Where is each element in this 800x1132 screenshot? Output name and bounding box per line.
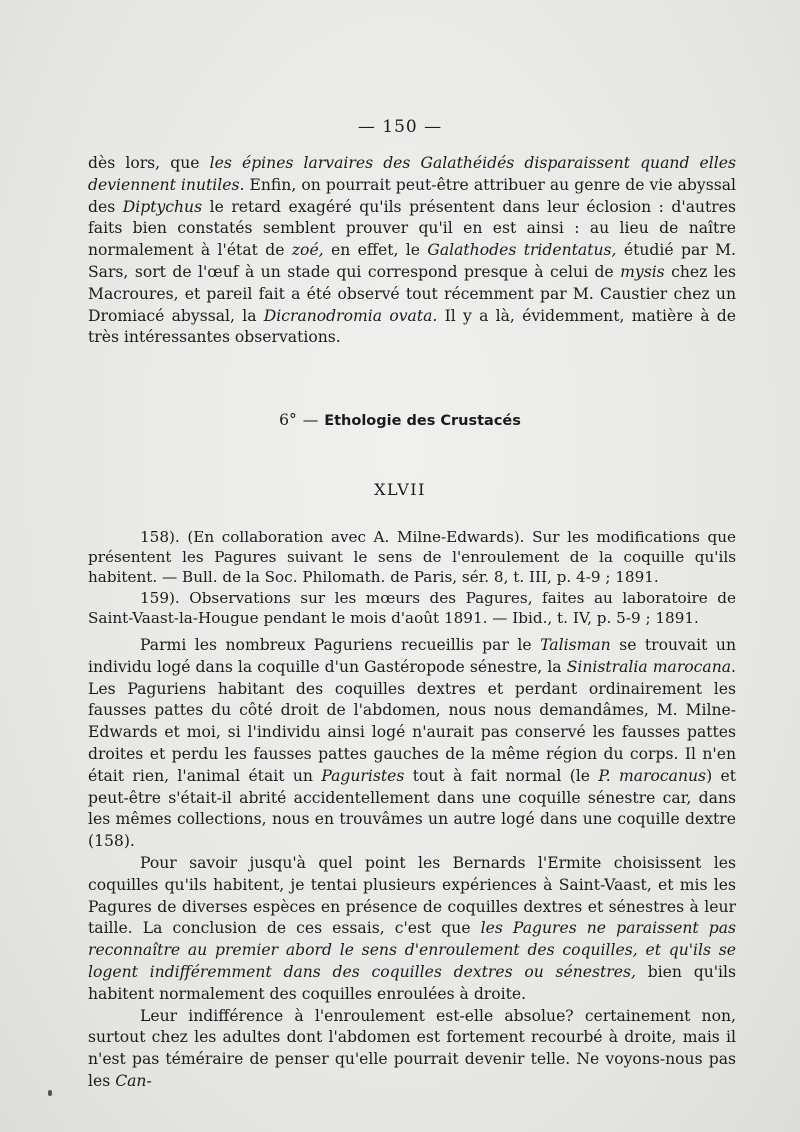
paragraph-2 xyxy=(88,853,736,1006)
p3-italic-1: Can- xyxy=(115,1071,152,1090)
p1-italic-3: Paguristes xyxy=(321,766,405,785)
intro-italic-4: Galathodes tridentatus, xyxy=(427,241,617,260)
intro-text-4: en effet, le xyxy=(323,241,428,260)
p1-text-1: Parmi les nombreux Paguriens recueillis par le xyxy=(140,636,541,654)
chapter-number: XLVII xyxy=(374,480,426,499)
intro-text-5: étudié par M. Sars, sort de l'œuf à un stade qui correspond presque à celui de xyxy=(88,241,737,281)
intro-italic-2: Diptychus xyxy=(122,197,203,216)
p1-text-5: ) et peut-être s'était-il abrité accidentellement dans une coquille sénestre car, dans les mêmes collections, nous en trouvâmes un autre logé dans une coquille dextre (158). xyxy=(88,766,736,851)
p2-text-1: Pour savoir jusqu'à quel point les Bernards l'Ermite choisissent les coquilles qu'ils habitent, je tentai plusieurs expériences à Saint-Vaast, et mis les Pagures de diverses espèces en présence de coquilles dextres et sénestres à leur taille. La conclusion de ces essais, c'est que xyxy=(88,853,736,938)
reference-159: 159). Observations sur les mœurs des Pagures, faites au laboratoire de Saint-Vaast-la-Hougue pendant le mois d'août 1891. — Ibid., t. IV, p. 5-9 ; 1891. xyxy=(88,588,736,627)
p1-italic-4: P. marocanus xyxy=(598,766,707,785)
section-title: Ethologie des Crustacés xyxy=(324,413,521,429)
intro-italic-1: les épines larvaires des Galathéidés disparaissent quand elles deviennent inutiles. xyxy=(88,154,736,194)
p2-text-2: bien qu'ils habitent normalement des coquilles enroulées à droite. xyxy=(88,962,736,1003)
p1-italic-2: Sinistralia marocana. xyxy=(566,657,736,676)
intro-text-6: chez les Macroures, et pareil fait a été observé tout récemment par M. Caustier chez un Dromiacé abyssal, la xyxy=(88,262,736,325)
page-number: — 150 — xyxy=(357,117,443,137)
intro-paragraph xyxy=(88,153,736,349)
intro-text-1: dès lors, que xyxy=(88,154,210,172)
intro-italic-3: zoé, xyxy=(291,241,324,260)
p1-text-2: se trouvait un individu logé dans la coquille d'un Gastéropode sénestre, la xyxy=(88,636,737,676)
intro-text-7: Il y a là, évidemment, matière à de très intéressantes observations. xyxy=(88,306,736,347)
p1-text-4: tout à fait normal (le xyxy=(404,766,599,785)
intro-text-3: le retard exagéré qu'ils présentent dans leur éclosion : d'autres faits bien constatés semblent prouver qu'il en est ainsi : au lieu de naître normalement à l'état de xyxy=(88,197,736,260)
section-heading xyxy=(0,411,800,429)
paragraph-3 xyxy=(88,1006,736,1093)
references xyxy=(88,527,736,628)
intro-italic-6: Dicranodromia ovata. xyxy=(263,306,438,325)
intro-text-2: Enfin, on pourrait peut-être attribuer au genre de vie abyssal des xyxy=(88,175,736,216)
paragraph-1 xyxy=(88,635,736,853)
ink-speck xyxy=(48,1090,52,1096)
intro-italic-5: mysis xyxy=(620,262,665,281)
p1-text-3: Les Paguriens habitant des coquilles dextres et perdant ordinairement les fausses pattes du côté droit de l'abdomen, nous nous demandâmes, M. Milne-Edwards et moi, si l'individu ainsi logé n'aurait pas conservé les fausses pattes droites et perdu les fausses pattes gauches de la même région du corps. Il n'en était rien, l'animal était un xyxy=(88,679,736,785)
p3-text-1: Leur indifférence à l'enroulement est-elle absolue? certainement non, surtout chez les adultes dont l'abdomen est fortement recourbé à droite, mais il n'est pas téméraire de penser qu'elle pourrait devenir telle. Ne voyons-nous pas les xyxy=(88,1006,736,1090)
p1-italic-1: Talisman xyxy=(540,636,611,654)
section-dash: — xyxy=(302,411,319,429)
p2-italic-1: les Pagures ne paraissent pas reconnaître au premier abord le sens d'enroulement des coquilles, et qu'ils se logent indifféremment dans des coquilles dextres ou sénestres, xyxy=(88,919,736,981)
section-number: 6° xyxy=(279,411,297,429)
body-text xyxy=(88,635,736,1093)
reference-158: 158). (En collaboration avec A. Milne-Edwards). Sur les modifications que présentent les Pagures suivant le sens de l'enroulement de la coquille qu'ils habitent. — Bull. de la Soc. Philomath. de Paris, sér. 8, t. III, p. 4-9 ; 1891. xyxy=(88,528,736,587)
